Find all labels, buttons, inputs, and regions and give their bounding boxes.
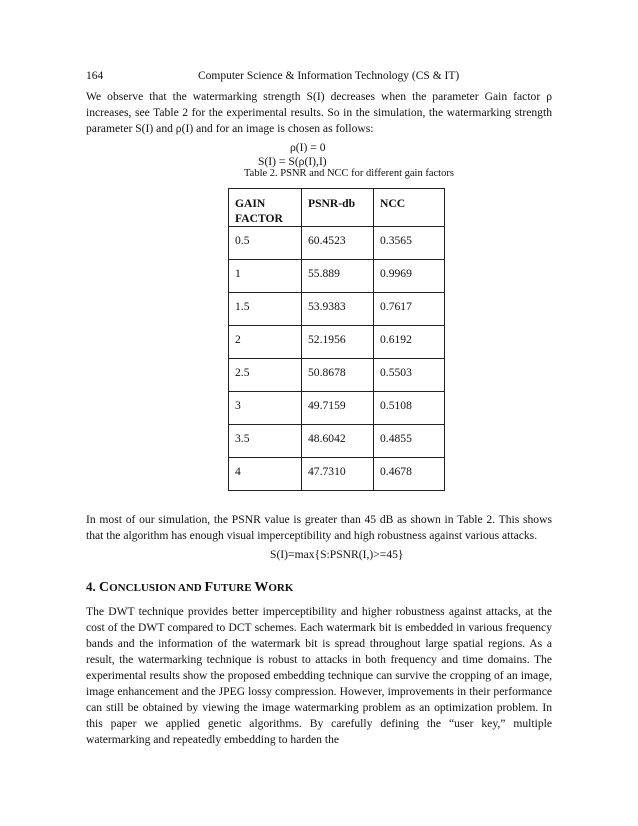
cell-psnr: 53.9383 [302, 293, 374, 326]
table-row [229, 227, 445, 260]
header-ncc: NCC [374, 189, 445, 227]
cell-ncc: 0.6192 [374, 326, 445, 359]
cell-gain: 2.5 [229, 359, 302, 392]
cell-ncc: 0.4678 [374, 458, 445, 491]
cell-gain: 3.5 [229, 425, 302, 458]
page-number: 164 [86, 70, 104, 82]
cell-ncc: 0.9969 [374, 260, 445, 293]
cell-ncc: 0.7617 [374, 293, 445, 326]
table-row [229, 293, 445, 326]
cell-psnr: 49.7159 [302, 392, 374, 425]
cell-psnr: 50.8678 [302, 359, 374, 392]
cell-gain: 3 [229, 392, 302, 425]
cell-ncc: 0.5108 [374, 392, 445, 425]
cell-psnr: 47.7310 [302, 458, 374, 491]
equation-strength: S(I) = S(ρ(I),I) [258, 155, 327, 168]
equation-max-strength: S(I)=max{S:PSNR(I,)>=45} [270, 548, 404, 561]
cell-psnr: 60.4523 [302, 227, 374, 260]
table-row [229, 260, 445, 293]
section-heading-conclusion: 4. CONCLUSION AND FUTURE WORK [86, 579, 294, 595]
cell-psnr: 48.6042 [302, 425, 374, 458]
table-row [229, 392, 445, 425]
cell-ncc: 0.3565 [374, 227, 445, 260]
results-table [228, 188, 445, 491]
cell-gain: 0.5 [229, 227, 302, 260]
table-row [229, 359, 445, 392]
header-psnr: PSNR-db [302, 189, 374, 227]
table-row [229, 425, 445, 458]
cell-psnr: 55.889 [302, 260, 374, 293]
running-title: Computer Science & Information Technology (CS & IT) [198, 70, 460, 82]
cell-ncc: 0.5503 [374, 359, 445, 392]
table-header-row [229, 189, 445, 227]
table-caption: Table 2. PSNR and NCC for different gain factors [244, 168, 454, 179]
equation-rho: ρ(I) = 0 [290, 141, 326, 154]
cell-gain: 4 [229, 458, 302, 491]
table-row [229, 326, 445, 359]
paragraph-psnr-results: In most of our simulation, the PSNR value is greater than 45 dB as shown in Table 2. This shows that the algorithm has enough visual imperceptibility and high robustness against various attacks. [86, 513, 552, 542]
section-number: 4. [86, 579, 99, 594]
paragraph-watermark-strength: We observe that the watermarking strength S(I) decreases when the parameter Gain factor ρ increases, see Table 2 for the experimental results. So in the simulation, the watermarking strength parameter S(I) and ρ(I) and for an image is chosen as follows: [86, 90, 552, 135]
paragraph-conclusion: The DWT technique provides better imperceptibility and higher robustness against attacks, at the cost of the DWT compared to DCT schemes. Each watermark bit is embedded in various frequency bands and the information of the watermark bit is spread throughout large spatial regions. As a result, the watermarking technique is robust to attacks in both frequency and time domains. The experimental results show the proposed embedding technique can survive the cropping of an image, image enhancement and the JPEG lossy compression. However, improvements in their performance can still be obtained by viewing the image watermarking problem as an optimization problem. In this paper we applied genetic algorithms. By carefully defining the “user key,” multiple watermarking and repeatedly embedding to harden the [86, 605, 552, 746]
header-gain-factor: GAIN FACTOR [229, 189, 302, 227]
cell-gain: 1 [229, 260, 302, 293]
cell-ncc: 0.4855 [374, 425, 445, 458]
cell-gain: 1.5 [229, 293, 302, 326]
cell-psnr: 52.1956 [302, 326, 374, 359]
table-row [229, 458, 445, 491]
cell-gain: 2 [229, 326, 302, 359]
